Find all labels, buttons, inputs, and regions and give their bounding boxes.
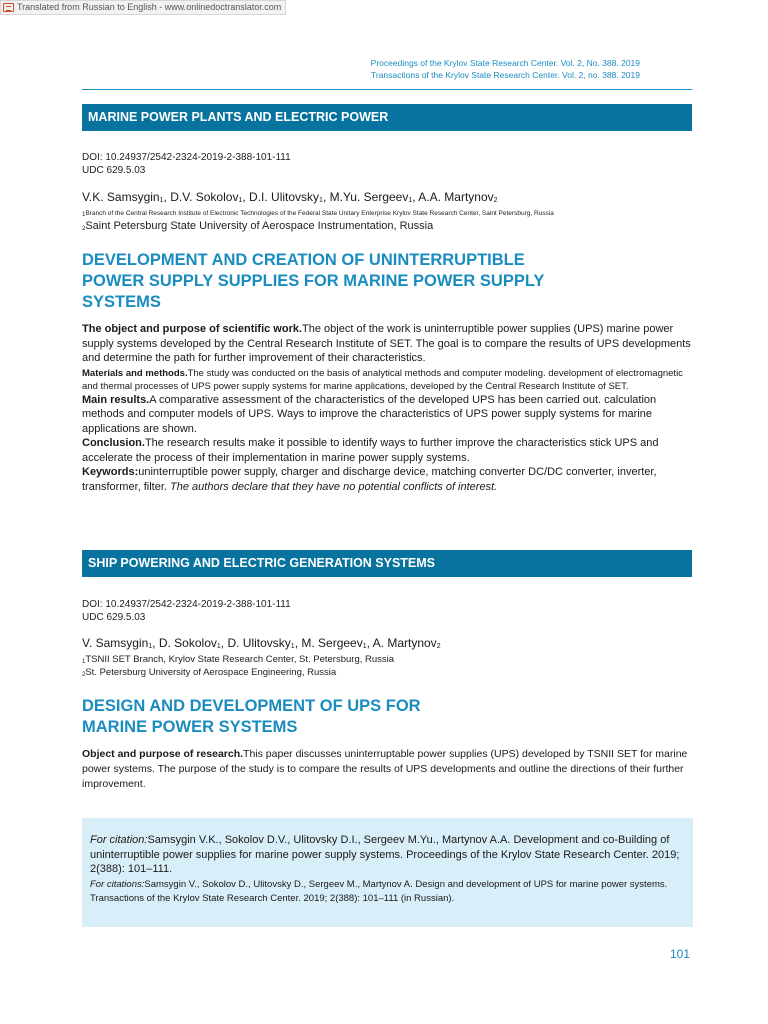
author-list-en [82,636,441,650]
author: D.V. Sokolov$_1$, [170,190,250,204]
author: D. Ulitovsky$_1$, [227,636,302,650]
udc: UDC 629.5.03 [82,165,146,176]
affiliation-1-ru: $^1$Branch of the Central Research Institute of Electronic Technologies of the Federal State Unitary Enterprise Krylov State Research Center, Saint Petersburg, Russia [82,210,554,218]
article-meta-en [82,598,291,624]
author: V.K. Samsygin$_1$, [82,190,171,204]
abstract-results: Main results.A comparative assessment of the characteristics of the developed UPS has been carried out. calculation methods and computer models of UPS. Ways to improve the characteristics of UPS power supply systems for marine applications are shown. [82,393,657,435]
affiliation-1-en: $^1$TSNII SET Branch, Krylov State Research Center, St. Petersburg, Russia [82,654,395,665]
udc: UDC 629.5.03 [82,612,146,623]
article-meta-ru [82,151,291,177]
doi: DOI: 10.24937/2542-2324-2019-2-388-101-111 [82,599,291,610]
citation-box [82,818,693,927]
citation-ru: For citation:Samsygin V.K., Sokolov D.V., Ulitovsky D.I., Sergeev M.Yu., Martynov A.A. Development and co-Building of uninterruptible power supplies for marine power supply systems. Proceedings of the Krylov State Research Center. 2019; 2(388): 101–111. [90,834,680,875]
journal-line-ru: Proceedings of the Krylov State Research Center. Vol. 2, No. 388. 2019 [370,58,640,68]
author: D. Sokolov$_1$, [158,636,228,650]
author: A.A. Martynov$_2$ [418,190,498,204]
section-heading-en: SHIP POWERING AND ELECTRIC GENERATION SYSTEMS [82,550,692,577]
abstract-object-en: Object and purpose of research.This paper discusses uninterruptable power supplies (UPS) developed by TSNII SET for marine power systems. The purpose of the study is to compare the results of UPS developments and outline the directions of their further improvement. [82,748,688,790]
abstract-ru [82,322,694,494]
article-title-en: DESIGN AND DEVELOPMENT OF UPS FOR MARINE POWER SYSTEMS [82,697,421,736]
affiliation-2-ru: $^2$Saint Petersburg State University of Aerospace Instrumentation, Russia [82,220,434,232]
abstract-conclusion: Conclusion.The research results make it possible to identify ways to further improve the characteristics stick UPS and accelerate the process of their implementation in marine power supply systems. [82,437,659,464]
page-number: 101 [669,947,690,961]
author: M. Sergeev$_1$, [301,636,373,650]
author: D.I. Ulitovsky$_1$, [249,190,330,204]
doi: DOI: 10.24937/2542-2324-2019-2-388-101-111 [82,152,291,163]
author-list-ru [82,190,498,204]
abstract-methods: Materials and methods.The study was conducted on the basis of analytical methods and computer modeling. development of electromagnetic and thermal processes of UPS power supply systems for marine applications, developed by the Central Research Institute of SET. [82,367,683,392]
author: V. Samsygin$_1$, [82,636,159,650]
abstract-keywords: Keywords:uninterruptible power supply, charger and discharge device, matching converter DC/DC converter, inverter, transformer, filter. The authors declare that they have no potential conflicts of interest. [82,466,657,493]
affiliation-2-en: $^2$St. Petersburg University of Aerospace Engineering, Russia [82,667,337,678]
conflict-statement: The authors declare that they have no potential conflicts of interest. [170,480,498,493]
abstract-en [82,747,694,792]
translator-text: Translated from Russian to English - www.onlinedoctranslator.com [17,2,282,12]
journal-line-en: Transactions of the Krylov State Research Center. Vol. 2, no. 388. 2019 [370,70,640,80]
author: M.Yu. Sergeev$_1$, [329,190,419,204]
author: A. Martynov$_2$ [372,636,441,650]
section-heading-ru: MARINE POWER PLANTS AND ELECTRIC POWER [82,104,692,131]
pdf-icon [3,3,14,12]
translator-banner[interactable] [0,0,286,15]
article-title-ru: DEVELOPMENT AND CREATION OF UNINTERRUPTIBLE POWER SUPPLY SUPPLIES FOR MARINE POWER SUPPLY SYSTEMS [82,251,545,311]
journal-header [371,57,640,81]
header-divider [82,89,692,90]
abstract-object: The object and purpose of scientific work.The object of the work is uninterruptible power supplies (UPS) marine power supply systems developed by the Central Research Institute of SET. The goal is to compare the results of UPS developments and determine the path for further improvement of their characteristics. [82,323,691,364]
citation-en: For citations:Samsygin V., Sokolov D., Ulitovsky D., Sergeev M., Martynov A. Design and development of UPS for marine power systems. Transactions of the Krylov State Research Center. 2019; 2(388): 101–111 (in Russian). [90,878,668,904]
